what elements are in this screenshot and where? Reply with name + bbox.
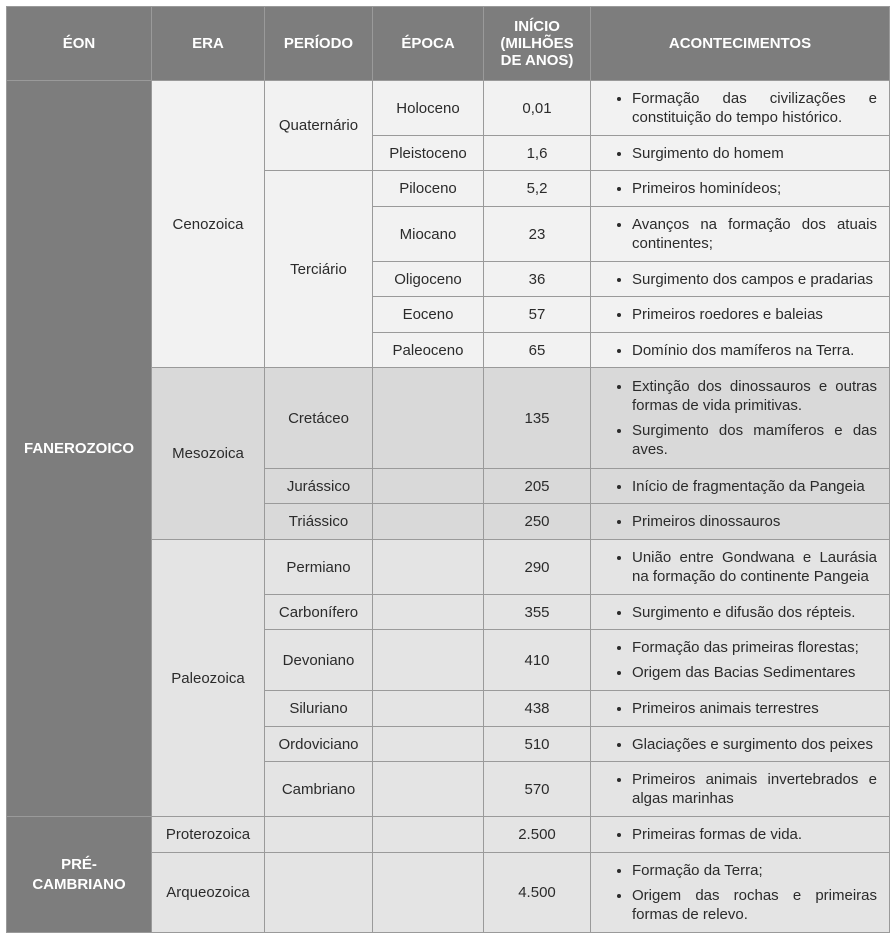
era-mesozoica: Mesozoica bbox=[152, 368, 265, 540]
start-cell: 5,2 bbox=[484, 171, 591, 207]
epoch-cell bbox=[373, 630, 484, 691]
event-item: • Primeiros roedores e baleias bbox=[632, 305, 877, 324]
epoch-cell: Paleoceno bbox=[373, 333, 484, 368]
start-cell: 2.500 bbox=[484, 817, 591, 853]
events-cell bbox=[591, 595, 890, 630]
epoch-cell: Eoceno bbox=[373, 297, 484, 333]
eon-fanerozoico: FANEROZOICO bbox=[7, 81, 152, 817]
table-row bbox=[7, 817, 890, 853]
event-item: • Primeiros dinossauros bbox=[632, 512, 877, 531]
events-cell bbox=[591, 540, 890, 595]
period-quaternario: Quaternário bbox=[265, 81, 373, 171]
event-item: • Primeiros animais invertebrados e algas marinhas bbox=[632, 770, 877, 808]
event-item: • Surgimento dos campos e pradarias bbox=[632, 270, 877, 289]
events-cell bbox=[591, 136, 890, 171]
header-era: ERA bbox=[152, 7, 265, 81]
events-cell bbox=[591, 762, 890, 817]
period-cell: Triássico bbox=[265, 504, 373, 540]
period-cell: Jurássico bbox=[265, 469, 373, 504]
events-cell bbox=[591, 727, 890, 762]
start-cell: 510 bbox=[484, 727, 591, 762]
header-row bbox=[7, 7, 890, 81]
events-cell bbox=[591, 368, 890, 469]
events-cell bbox=[591, 207, 890, 262]
event-item: • Avanços na formação dos atuais continentes; bbox=[632, 215, 877, 253]
period-cell: Cretáceo bbox=[265, 368, 373, 469]
epoch-cell bbox=[373, 540, 484, 595]
start-cell: 438 bbox=[484, 691, 591, 727]
epoch-cell: Pleistoceno bbox=[373, 136, 484, 171]
event-item: • Glaciações e surgimento dos peixes bbox=[632, 735, 877, 754]
events-cell bbox=[591, 262, 890, 297]
event-item: • Origem das rochas e primeiras formas de relevo. bbox=[632, 886, 877, 924]
event-item: • Surgimento dos mamíferos e das aves. bbox=[632, 421, 877, 459]
eon-pre-cambriano: PRÉ-CAMBRIANO bbox=[7, 817, 152, 933]
events-cell bbox=[591, 171, 890, 207]
start-cell: 290 bbox=[484, 540, 591, 595]
event-item: • Início de fragmentação da Pangeia bbox=[632, 477, 877, 496]
start-cell: 410 bbox=[484, 630, 591, 691]
start-cell: 4.500 bbox=[484, 853, 591, 933]
start-cell: 355 bbox=[484, 595, 591, 630]
header-start: INÍCIO (MILHÕES DE ANOS) bbox=[484, 7, 591, 81]
epoch-cell: Miocano bbox=[373, 207, 484, 262]
start-cell: 250 bbox=[484, 504, 591, 540]
epoch-cell bbox=[373, 727, 484, 762]
events-cell bbox=[591, 853, 890, 933]
event-item: • Primeiros animais terrestres bbox=[632, 699, 877, 718]
start-cell: 205 bbox=[484, 469, 591, 504]
period-cell: Siluriano bbox=[265, 691, 373, 727]
epoch-cell bbox=[373, 504, 484, 540]
header-events: ACONTECIMENTOS bbox=[591, 7, 890, 81]
events-cell bbox=[591, 297, 890, 333]
event-item: • Domínio dos mamíferos na Terra. bbox=[632, 341, 877, 360]
start-cell: 57 bbox=[484, 297, 591, 333]
epoch-cell: Piloceno bbox=[373, 171, 484, 207]
geologic-time-table bbox=[6, 6, 890, 933]
epoch-cell bbox=[373, 762, 484, 817]
period-terciario: Terciário bbox=[265, 171, 373, 368]
events-cell bbox=[591, 333, 890, 368]
event-item: • União entre Gondwana e Laurásia na formação do continente Pangeia bbox=[632, 548, 877, 586]
epoch-cell bbox=[373, 853, 484, 933]
event-item: • Surgimento e difusão dos répteis. bbox=[632, 603, 877, 622]
events-cell bbox=[591, 81, 890, 136]
start-cell: 135 bbox=[484, 368, 591, 469]
event-item: • Formação das civilizações e constituição do tempo histórico. bbox=[632, 89, 877, 127]
events-cell bbox=[591, 691, 890, 727]
era-proterozoica: Proterozoica bbox=[152, 817, 265, 853]
epoch-cell bbox=[373, 595, 484, 630]
era-arqueozoica: Arqueozoica bbox=[152, 853, 265, 933]
header-period: PERÍODO bbox=[265, 7, 373, 81]
era-paleozoica: Paleozoica bbox=[152, 540, 265, 817]
period-cell: Cambriano bbox=[265, 762, 373, 817]
period-cell: Carbonífero bbox=[265, 595, 373, 630]
event-item: • Primeiras formas de vida. bbox=[632, 825, 877, 844]
period-cell: Permiano bbox=[265, 540, 373, 595]
event-item: • Formação da Terra; bbox=[632, 861, 877, 880]
period-cell: Devoniano bbox=[265, 630, 373, 691]
events-cell bbox=[591, 817, 890, 853]
event-item: • Extinção dos dinossauros e outras formas de vida primitivas. bbox=[632, 377, 877, 415]
event-item: • Origem das Bacias Sedimentares bbox=[632, 663, 877, 682]
epoch-cell: Holoceno bbox=[373, 81, 484, 136]
period-cell bbox=[265, 817, 373, 853]
header-eon: ÉON bbox=[7, 7, 152, 81]
era-cenozoica: Cenozoica bbox=[152, 81, 265, 368]
epoch-cell bbox=[373, 691, 484, 727]
epoch-cell bbox=[373, 817, 484, 853]
table-row bbox=[7, 81, 890, 136]
event-item: • Primeiros hominídeos; bbox=[632, 179, 877, 198]
start-cell: 0,01 bbox=[484, 81, 591, 136]
events-cell bbox=[591, 469, 890, 504]
event-item: • Surgimento do homem bbox=[632, 144, 877, 163]
header-epoch: ÉPOCA bbox=[373, 7, 484, 81]
event-item: • Formação das primeiras florestas; bbox=[632, 638, 877, 657]
epoch-cell: Oligoceno bbox=[373, 262, 484, 297]
period-cell: Ordoviciano bbox=[265, 727, 373, 762]
start-cell: 570 bbox=[484, 762, 591, 817]
epoch-cell bbox=[373, 368, 484, 469]
events-cell bbox=[591, 504, 890, 540]
events-cell bbox=[591, 630, 890, 691]
start-cell: 65 bbox=[484, 333, 591, 368]
period-cell bbox=[265, 853, 373, 933]
start-cell: 1,6 bbox=[484, 136, 591, 171]
start-cell: 23 bbox=[484, 207, 591, 262]
start-cell: 36 bbox=[484, 262, 591, 297]
epoch-cell bbox=[373, 469, 484, 504]
